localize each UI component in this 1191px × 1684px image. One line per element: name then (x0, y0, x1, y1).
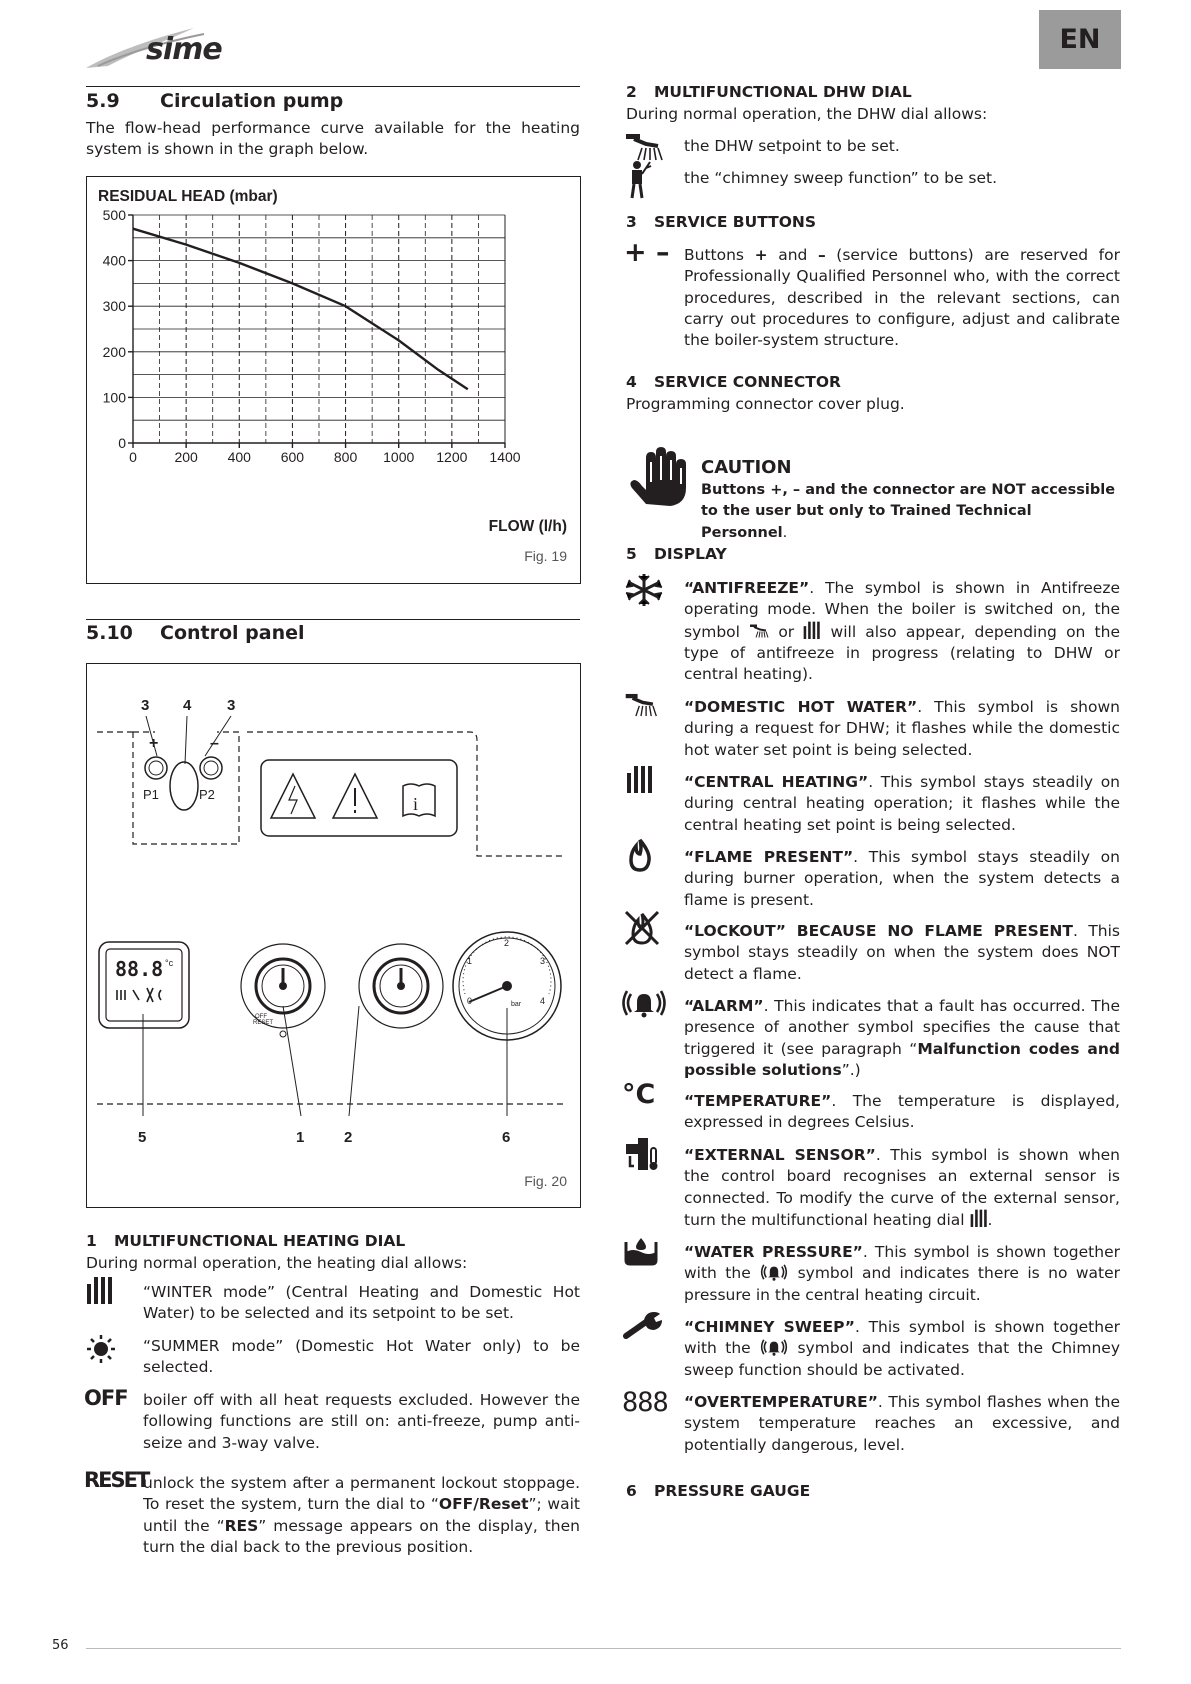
heading-title: SERVICE BUTTONS (654, 213, 817, 231)
temperature-desc: . The temperature is displayed, expressed in degrees Celsius. (684, 1092, 1120, 1132)
callout-3-right: 3 (227, 697, 236, 714)
p1-label: P1 (143, 787, 159, 802)
plus-mark: + (149, 735, 159, 752)
antifreeze-text-a: . The symbol is shown in Antifreeze operating mode. When the boiler is switched on, the symbol (684, 579, 1120, 641)
wrench-icon (622, 1310, 666, 1344)
button-p1 (145, 757, 167, 779)
callout-3-left: 3 (141, 697, 150, 714)
callout-5: 5 (138, 1129, 147, 1146)
heading-number: 6 (626, 1482, 637, 1500)
external-label: “EXTERNAL SENSOR” (684, 1146, 876, 1164)
service-text-c: (service buttons) are reserved for Professionally Qualified Personnel who, with the correct procedures, described in the relevant sections, can carry out procedures to configure, adjust and calibrate the boiler-system structure. (684, 246, 1120, 350)
gauge-unit: bar (511, 1001, 522, 1008)
y-tick-label: 100 (102, 389, 126, 406)
chimney-sweep-function-text: the “chimney sweep function” to be set. (684, 169, 998, 187)
snowflake-icon (624, 572, 664, 612)
button-p2 (200, 757, 222, 779)
lockout-label: “LOCKOUT” BECAUSE NO FLAME PRESENT (684, 922, 1073, 940)
chart-y-ticks (103, 207, 133, 451)
section-5-9-intro: The flow-head performance curve available for the heating system is shown in the graph below. (86, 119, 580, 159)
caution-text-a: Buttons +, – and the connector are NOT accessible to the user but only to Trained Technical Personnel (701, 482, 1116, 541)
overtemp-desc: . This symbol flashes when the system temperature reaches an excessive, and potentially dangerous, level. (684, 1393, 1120, 1454)
svg-text:i: i (413, 794, 419, 814)
language-badge: EN (1039, 10, 1121, 69)
display-drawing (99, 942, 189, 1028)
pump-curve-chart (87, 177, 582, 585)
section-5-9-heading (86, 90, 343, 112)
alarm-label: “ALARM” (684, 997, 764, 1015)
overtemperature-text (684, 1392, 1120, 1456)
sun-icon (86, 1334, 116, 1368)
dhw-setpoint-text: the DHW setpoint to be set. (684, 137, 900, 155)
gauge-tick-3: 3 (540, 956, 546, 966)
plus-minus-icon: + – (624, 237, 670, 268)
chart-series (133, 229, 468, 390)
lockout-text (684, 921, 1120, 985)
service-connector-heading (626, 373, 841, 391)
alarm-text-a: . This indicates that a fault has occurred. The presence of another symbol specifies the cause that triggered it (see paragraph “ (684, 997, 1120, 1058)
y-tick-label: 200 (102, 343, 126, 360)
display-digits: 88.8 (115, 957, 164, 981)
reset-text-d: RES (224, 1516, 259, 1535)
inline-radiator-icon (970, 1209, 988, 1227)
heading-number: 5 (626, 545, 637, 563)
callout-1: 1 (296, 1129, 305, 1146)
callout-6: 6 (502, 1129, 511, 1146)
y-tick-label: 400 (102, 252, 126, 269)
dhw-dial-heading (626, 83, 912, 101)
display-unit: °c (165, 958, 174, 968)
section-rule (86, 619, 580, 620)
heading-title: MULTIFUNCTIONAL HEATING DIAL (114, 1232, 406, 1250)
alarm-bell-icon (622, 988, 666, 1022)
flame-desc: . This symbol stays steadily on during burner operation, when the system detects a flame is present. (684, 848, 1120, 909)
x-tick-label: 0 (129, 449, 137, 465)
heading-title: SERVICE CONNECTOR (654, 373, 841, 391)
inline-alarm-icon (759, 1263, 789, 1281)
lockout-desc: . This symbol stays steadily on when the system does NOT detect a flame. (684, 922, 1121, 983)
water-pressure-icon (624, 1236, 658, 1270)
heating-dial-heading (86, 1232, 405, 1250)
dhw-desc: . This symbol is shown during a request for DHW; it flashes while the domestic hot water set point is being selected. (684, 698, 1120, 759)
x-tick-label: 200 (174, 449, 198, 465)
chimney-text-b: symbol and indicates that the Chimney sweep function should be activated. (684, 1339, 1120, 1379)
chart-x-label: FLOW (l/h) (488, 518, 567, 535)
external-end: . (987, 1210, 993, 1229)
central-heating-icon (626, 765, 654, 797)
y-tick-label: 300 (102, 298, 126, 315)
x-tick-label: 600 (280, 449, 305, 465)
water-pressure-text (684, 1242, 1120, 1306)
service-buttons-drawing (143, 735, 222, 810)
x-tick-label: 1000 (383, 449, 415, 465)
flame-icon (628, 838, 652, 876)
display-heading (626, 545, 727, 563)
dhw-tap-icon (624, 690, 658, 724)
footer-rule (86, 1648, 1121, 1649)
heading-title: PRESSURE GAUGE (654, 1482, 811, 1500)
service-minus: – (817, 246, 826, 264)
service-text-b: and (767, 246, 818, 264)
temperature-label: “TEMPERATURE” (684, 1092, 832, 1110)
pressure-text-a: . This symbol is shown together with the (684, 1243, 1120, 1283)
logo-text: sime (146, 32, 222, 67)
caution-title: CAUTION (701, 457, 792, 478)
inline-alarm-icon (759, 1338, 789, 1356)
antifreeze-text-b: will also appear, depending on the type of antifreeze in progress (relating to DHW or central heating). (684, 622, 1120, 684)
antifreeze-text (684, 578, 1120, 685)
chimney-sweep-text (684, 1317, 1120, 1381)
section-number: 5.10 (86, 622, 133, 644)
external-desc: . This symbol is shown when the control board recognises an external sensor is connected. To modify the curve of the external sensor, turn the multifunctional heating dial (684, 1146, 1121, 1229)
reset-text-e: ” message appears on the display, then turn the dial back to the previous position. (143, 1516, 580, 1556)
x-tick-label: 800 (333, 449, 358, 465)
x-tick-label: 1400 (489, 449, 521, 465)
section-5-10-heading (86, 622, 305, 644)
page-number: 56 (52, 1638, 69, 1653)
chart-title: RESIDUAL HEAD (mbar) (98, 188, 278, 205)
gauge-tick-2: 2 (504, 938, 510, 948)
heading-number: 2 (626, 83, 637, 101)
reset-text-c: ”; wait until the “ (143, 1495, 580, 1535)
service-buttons-heading (626, 213, 816, 231)
alarm-text-b: ”.) (841, 1060, 861, 1079)
gauge-tick-1: 1 (467, 956, 473, 966)
button-p1-inner (149, 761, 163, 775)
central-heating-text (684, 772, 1120, 836)
chart-x-ticks (129, 443, 521, 465)
figure-20-label: Fig. 20 (524, 1173, 567, 1189)
temperature-icon: °C (622, 1079, 656, 1110)
service-buttons-text (684, 245, 1120, 351)
summer-mode-text: “SUMMER mode” (Domestic Hot Water only) to be selected. (143, 1337, 580, 1377)
dhw-text (684, 697, 1120, 761)
heading-number: 3 (626, 213, 637, 231)
panel-dashed-outline (97, 732, 565, 856)
off-label: OFF (84, 1386, 128, 1410)
pressure-label: “WATER PRESSURE” (684, 1243, 863, 1261)
y-tick-label: 0 (118, 435, 126, 451)
manual-icon (403, 784, 435, 816)
dhw-dial-drawing (359, 944, 443, 1028)
pressure-gauge-heading (626, 1482, 810, 1500)
reset-text-b: OFF/Reset (438, 1495, 529, 1514)
callout-4: 4 (183, 697, 192, 714)
button-p2-inner (204, 761, 218, 775)
heating-dial-drawing (241, 944, 325, 1037)
dhw-label: “DOMESTIC HOT WATER” (684, 698, 918, 716)
external-sensor-text (684, 1145, 1120, 1231)
dial-off-label: OFF (255, 1014, 267, 1020)
caution-text (701, 480, 1121, 544)
section-title: Circulation pump (160, 90, 344, 112)
radiator-icon (86, 1276, 114, 1308)
antifreeze-label: “ANTIFREEZE” (684, 579, 810, 597)
caution-hand-icon (624, 446, 688, 512)
chimney-text-a: . This symbol is shown together with the (684, 1318, 1120, 1358)
antifreeze-or: or (769, 622, 804, 641)
central-desc: . This symbol stays steadily on during central heating operation; it flashes while the central heating set point is being selected. (684, 773, 1121, 834)
section-number: 5.9 (86, 90, 120, 112)
heading-number: 4 (626, 373, 637, 391)
flame-label: “FLAME PRESENT” (684, 848, 854, 866)
gauge-tick-4: 4 (540, 996, 546, 1006)
temperature-text (684, 1091, 1120, 1134)
section-rule (86, 86, 580, 87)
reset-text (143, 1473, 580, 1558)
service-connector-plug (170, 762, 198, 810)
lockout-icon (624, 910, 660, 950)
section-title: Control panel (160, 622, 305, 644)
dhw-dial-intro: During normal operation, the DHW dial allows: (626, 105, 988, 123)
figure-19-label: Fig. 19 (524, 548, 567, 564)
p2-label: P2 (199, 787, 215, 802)
sime-logo (84, 22, 244, 72)
service-plus: + (754, 246, 768, 264)
pressure-text-b: symbol and indicates there is no water pressure in the central heating circuit. (684, 1264, 1121, 1304)
off-text: boiler off with all heat requests excluded. However the following functions are still on: anti-freeze, pump anti-seize and 3-way valve. (143, 1391, 580, 1452)
external-sensor-icon (624, 1136, 660, 1176)
winter-mode-text: “WINTER mode” (Central Heating and Domestic Hot Water) to be selected and its setpoint to be set. (143, 1283, 580, 1323)
pump-curve-line (133, 229, 468, 390)
electric-warning-icon (271, 774, 315, 818)
control-panel-drawing (87, 664, 582, 1209)
service-text-a: Buttons (684, 246, 755, 264)
heating-dial-intro: During normal operation, the heating dial allows: (86, 1254, 468, 1272)
dial-reset-label: RESET (253, 1020, 274, 1026)
gauge-tick-0: 0 (467, 996, 473, 1006)
overtemperature-icon: 888 (622, 1387, 668, 1418)
chart-grid (133, 215, 505, 443)
heading-number: 1 (86, 1232, 97, 1250)
inline-tap-icon (749, 623, 769, 639)
figure-20-box (86, 663, 581, 1208)
overtemp-label: “OVERTEMPERATURE” (684, 1393, 878, 1411)
inline-radiator-icon (803, 621, 821, 639)
chimney-label: “CHIMNEY SWEEP” (684, 1318, 855, 1336)
minus-mark: – (210, 735, 219, 752)
chimney-sweep-icon (626, 160, 652, 204)
warning-labels (261, 760, 457, 836)
central-label: “CENTRAL HEATING” (684, 773, 869, 791)
x-tick-label: 400 (227, 449, 251, 465)
alarm-ref: Malfunction codes and possible solutions (684, 1039, 1121, 1079)
flame-present-text (684, 847, 1120, 911)
reset-text-a: unlock the system after a permanent lockout stoppage. To reset the system, turn the dial to “ (143, 1474, 580, 1514)
callout-lines-bottom (143, 1006, 507, 1116)
service-connector-text: Programming connector cover plug. (626, 395, 905, 413)
heading-title: DISPLAY (654, 545, 727, 563)
reset-label: RESET (84, 1468, 149, 1492)
alarm-text (684, 996, 1120, 1081)
caution-text-b: . (782, 524, 788, 541)
callout-2: 2 (344, 1129, 353, 1146)
figure-19-box (86, 176, 581, 584)
x-tick-label: 1200 (436, 449, 468, 465)
heading-title: MULTIFUNCTIONAL DHW DIAL (654, 83, 912, 101)
y-tick-label: 500 (102, 207, 126, 223)
